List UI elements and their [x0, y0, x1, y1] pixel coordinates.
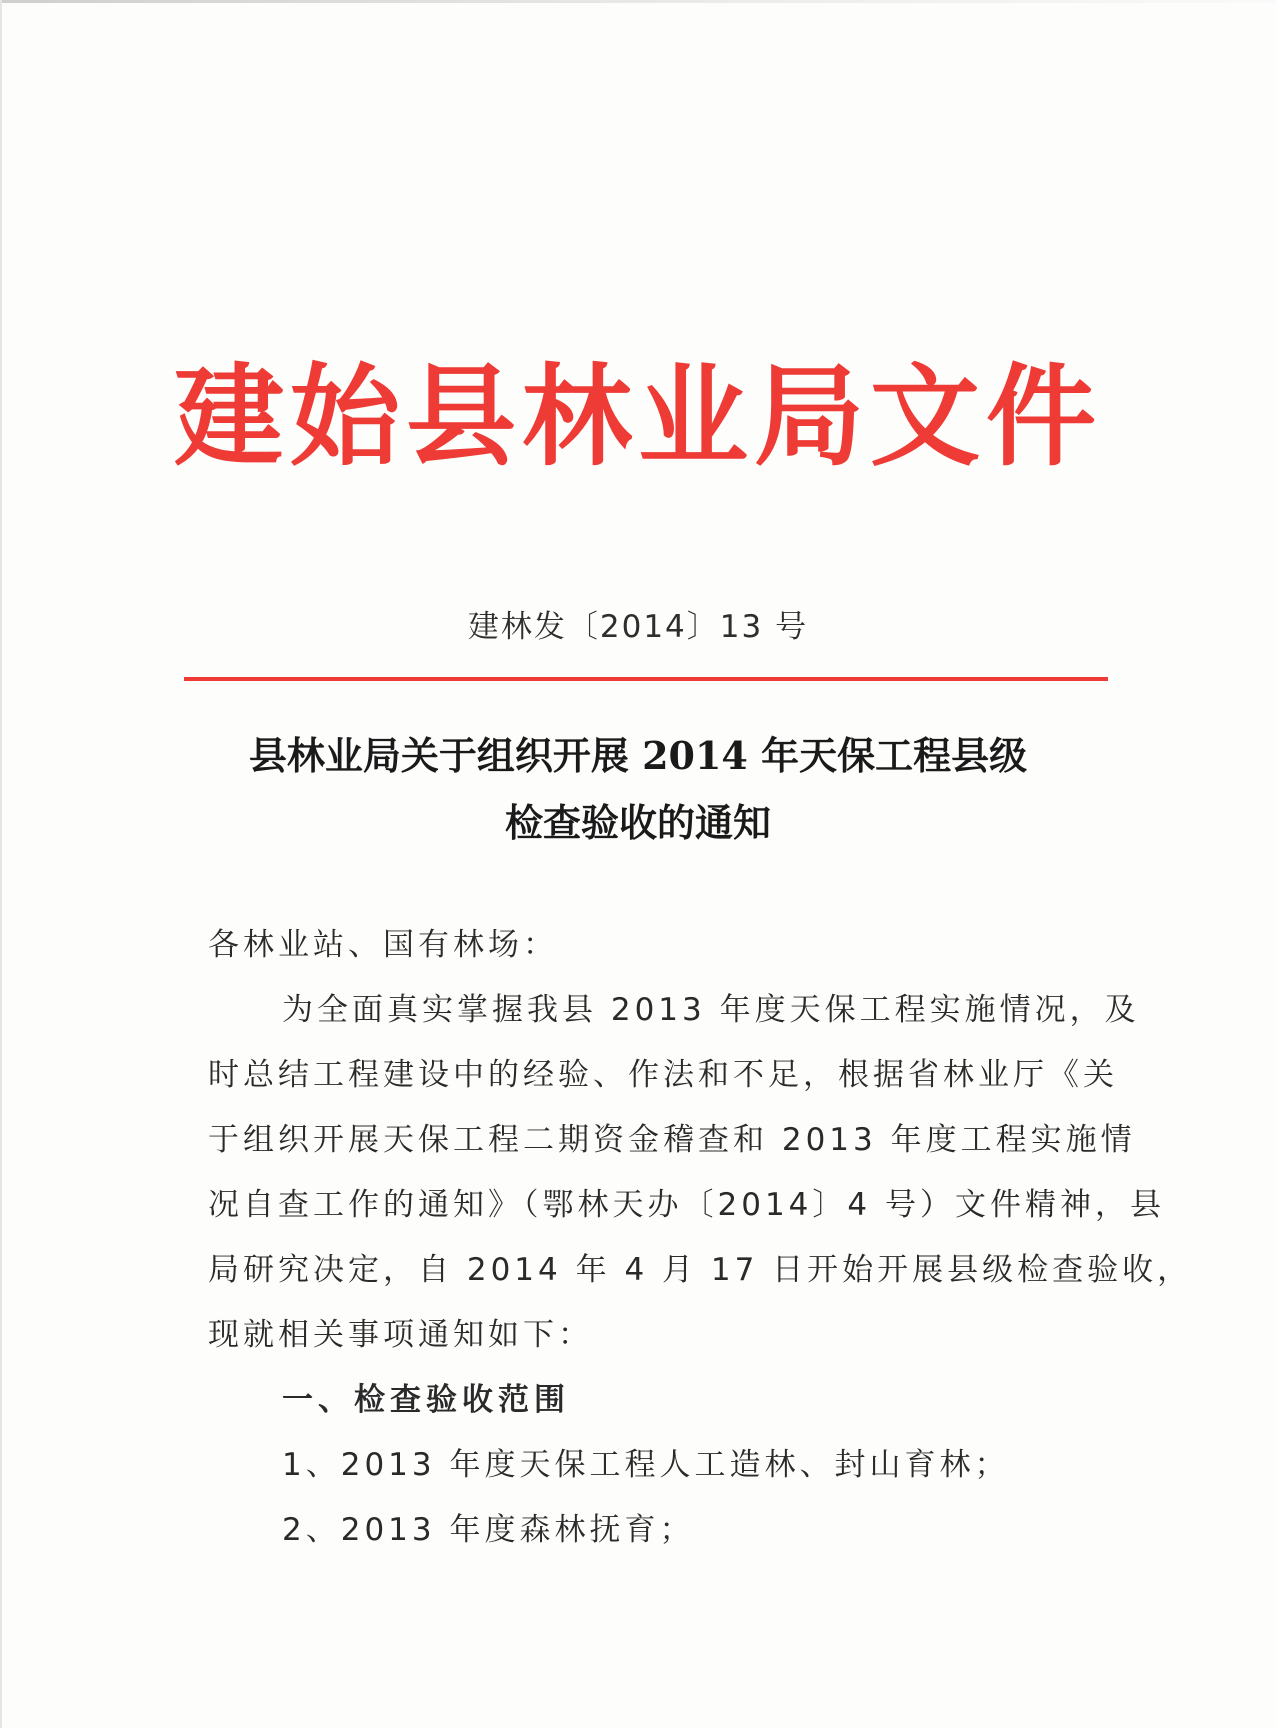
section-heading: 一、检查验收范围: [282, 1382, 570, 1418]
notice-title-line-2: 检查验收的通知: [504, 800, 771, 845]
paragraph-line: 为全面真实掌握我县 2013 年度天保工程实施情况，及: [282, 992, 1140, 1028]
paragraph-line: 时总结工程建设中的经验、作法和不足，根据省林业厅《关: [208, 1057, 1118, 1093]
scan-edge-left: [0, 0, 2, 1728]
notice-title-line-1: 县林业局关于组织开展 2014 年天保工程县级: [248, 733, 1028, 778]
scan-edge-top: [0, 0, 1276, 3]
document-number: 建林发〔2014〕13 号: [467, 609, 809, 645]
paragraph-line: 现就相关事项通知如下：: [208, 1317, 593, 1353]
paragraph-line: 于组织开展天保工程二期资金稽查和 2013 年度工程实施情: [208, 1122, 1136, 1158]
paragraph-line: 况自查工作的通知》（鄂林天办〔2014〕4 号）文件精神，县: [208, 1187, 1165, 1223]
red-divider-rule: [184, 677, 1108, 681]
agency-header-title: 建始县林业局文件: [174, 352, 1102, 481]
paragraph-line: 局研究决定，自 2014 年 4 月 17 日开始开展县级检查验收，: [208, 1252, 1193, 1288]
list-item: 1、2013 年度天保工程人工造林、封山育林；: [282, 1447, 1010, 1483]
salutation: 各林业站、国有林场：: [208, 927, 558, 963]
list-item: 2、2013 年度森林抚育；: [282, 1512, 695, 1548]
